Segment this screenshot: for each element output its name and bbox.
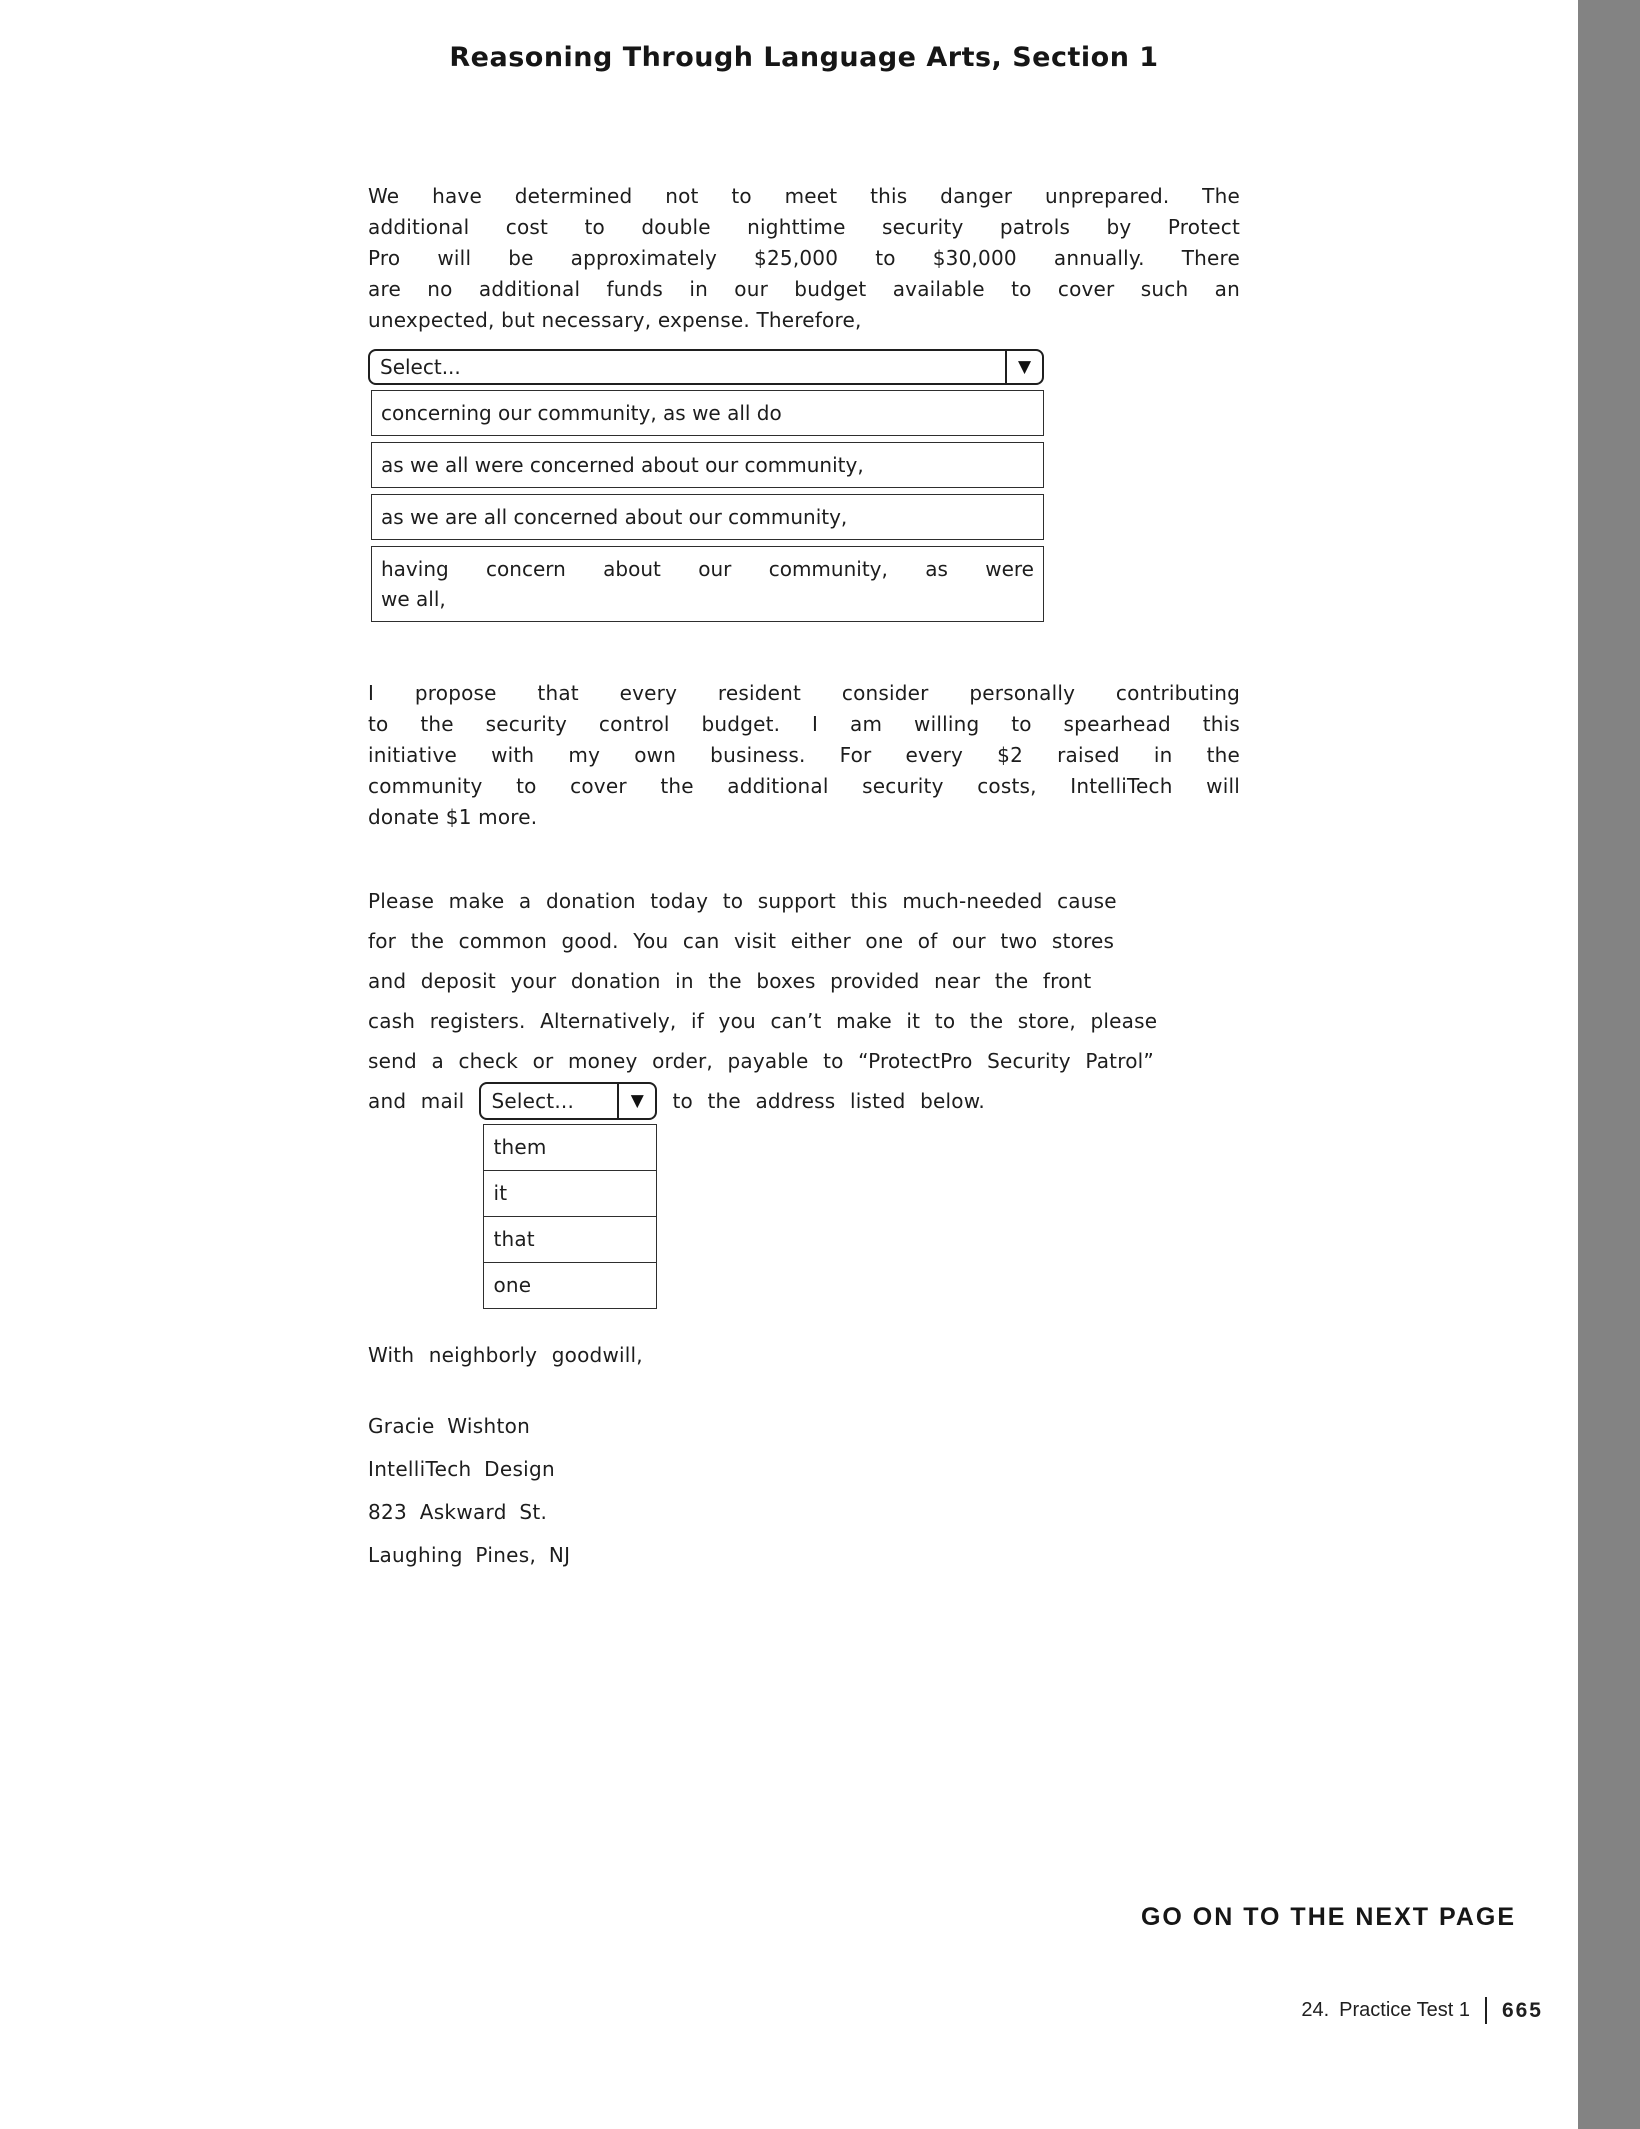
footer-chapter-number: 24.: [1301, 1999, 1330, 2021]
dropdown-option[interactable]: [371, 390, 1044, 436]
text-line-with-dropdown: [368, 1081, 1343, 1297]
text-after-dropdown: to the address listed below.: [672, 1089, 985, 1113]
passage-paragraph-1: [368, 181, 1240, 336]
text-line: additional cost to double nighttime security patrols by Protect: [368, 215, 1240, 239]
option-text: as we are all concerned about our community,: [381, 505, 848, 529]
text-line: unexpected, but necessary, expense. Therefore,: [368, 308, 862, 332]
text-line: Pro will be approximately $25,000 to $30,000 annually. There: [368, 246, 1240, 270]
footer-divider: [1485, 1997, 1487, 2024]
go-on-label: GO ON TO THE NEXT PAGE: [1140, 1903, 1516, 1931]
signature-block: [368, 1405, 1348, 1577]
text-line: and deposit your donation in the boxes provided near the front: [368, 969, 1092, 993]
dropdown-1-arrow-button[interactable]: [1005, 351, 1042, 383]
section-title: Reasoning Through Language Arts, Section 1: [449, 42, 1159, 73]
passage-paragraph-3: [368, 881, 1343, 1297]
text-line: We have determined not to meet this danger unprepared. The: [368, 184, 1240, 208]
text-line: I propose that every resident consider personally contributing: [368, 681, 1240, 705]
dropdown-1-placeholder: Select...: [380, 355, 461, 379]
dropdown-option[interactable]: them: [493, 1135, 547, 1159]
dropdown-option[interactable]: one: [484, 1262, 656, 1308]
option-text: concerning our community, as we all do: [381, 401, 782, 425]
page-content: [368, 0, 1348, 1577]
option-text: as we all were concerned about our community,: [381, 453, 864, 477]
option-text: having concern about our community, as were: [381, 557, 1034, 581]
dropdown-2-options-list: [483, 1124, 657, 1309]
text-line: initiative with my own business. For every $2 raised in the: [368, 743, 1240, 767]
text-line: for the common good. You can visit either one of our two stores: [368, 929, 1115, 953]
chevron-down-icon: ▼: [630, 1090, 645, 1111]
dropdown-option[interactable]: [371, 442, 1044, 488]
footer-book-section: Practice Test 1: [1339, 1999, 1470, 2021]
text-line: community to cover the additional security costs, IntelliTech will: [368, 774, 1240, 798]
dropdown-option[interactable]: that: [484, 1216, 656, 1262]
page-edge-bar: [1578, 0, 1640, 2129]
dropdown-option[interactable]: [371, 494, 1044, 540]
dropdown-2-arrow-button[interactable]: [617, 1084, 655, 1118]
text-line: donate $1 more.: [368, 805, 538, 829]
text-line: are no additional funds in our budget available to cover such an: [368, 277, 1240, 301]
dropdown-2-select[interactable]: [479, 1082, 657, 1297]
text-line: cash registers. Alternatively, if you can’t make it to the store, please: [368, 1009, 1158, 1033]
dropdown-option[interactable]: it: [484, 1170, 656, 1216]
chevron-down-icon: ▼: [1017, 356, 1032, 377]
text-line: to the security control budget. I am willing to spearhead this: [368, 712, 1240, 736]
passage-paragraph-2: [368, 678, 1240, 833]
closing-line: With neighborly goodwill,: [368, 1343, 643, 1367]
option-text: we all,: [381, 587, 446, 611]
dropdown-2-placeholder: Select...: [491, 1089, 575, 1113]
signature-company: IntelliTech Design: [368, 1457, 555, 1481]
signature-name: Gracie Wishton: [368, 1414, 531, 1438]
page-footer: [1301, 1997, 1543, 2024]
signature-street: 823 Askward St.: [368, 1500, 548, 1524]
dropdown-1-select[interactable]: [368, 349, 1044, 385]
text-before-dropdown: and mail: [368, 1089, 465, 1113]
text-line: send a check or money order, payable to “ProtectPro Security Patrol”: [368, 1049, 1154, 1073]
page-number: 665: [1501, 1998, 1543, 2022]
signature-city: Laughing Pines, NJ: [368, 1543, 571, 1567]
dropdown-option[interactable]: [371, 546, 1044, 622]
dropdown-1-options-list: [371, 390, 1044, 622]
dropdown-1: [368, 349, 1044, 622]
text-line: Please make a donation today to support this much-needed cause: [368, 889, 1117, 913]
